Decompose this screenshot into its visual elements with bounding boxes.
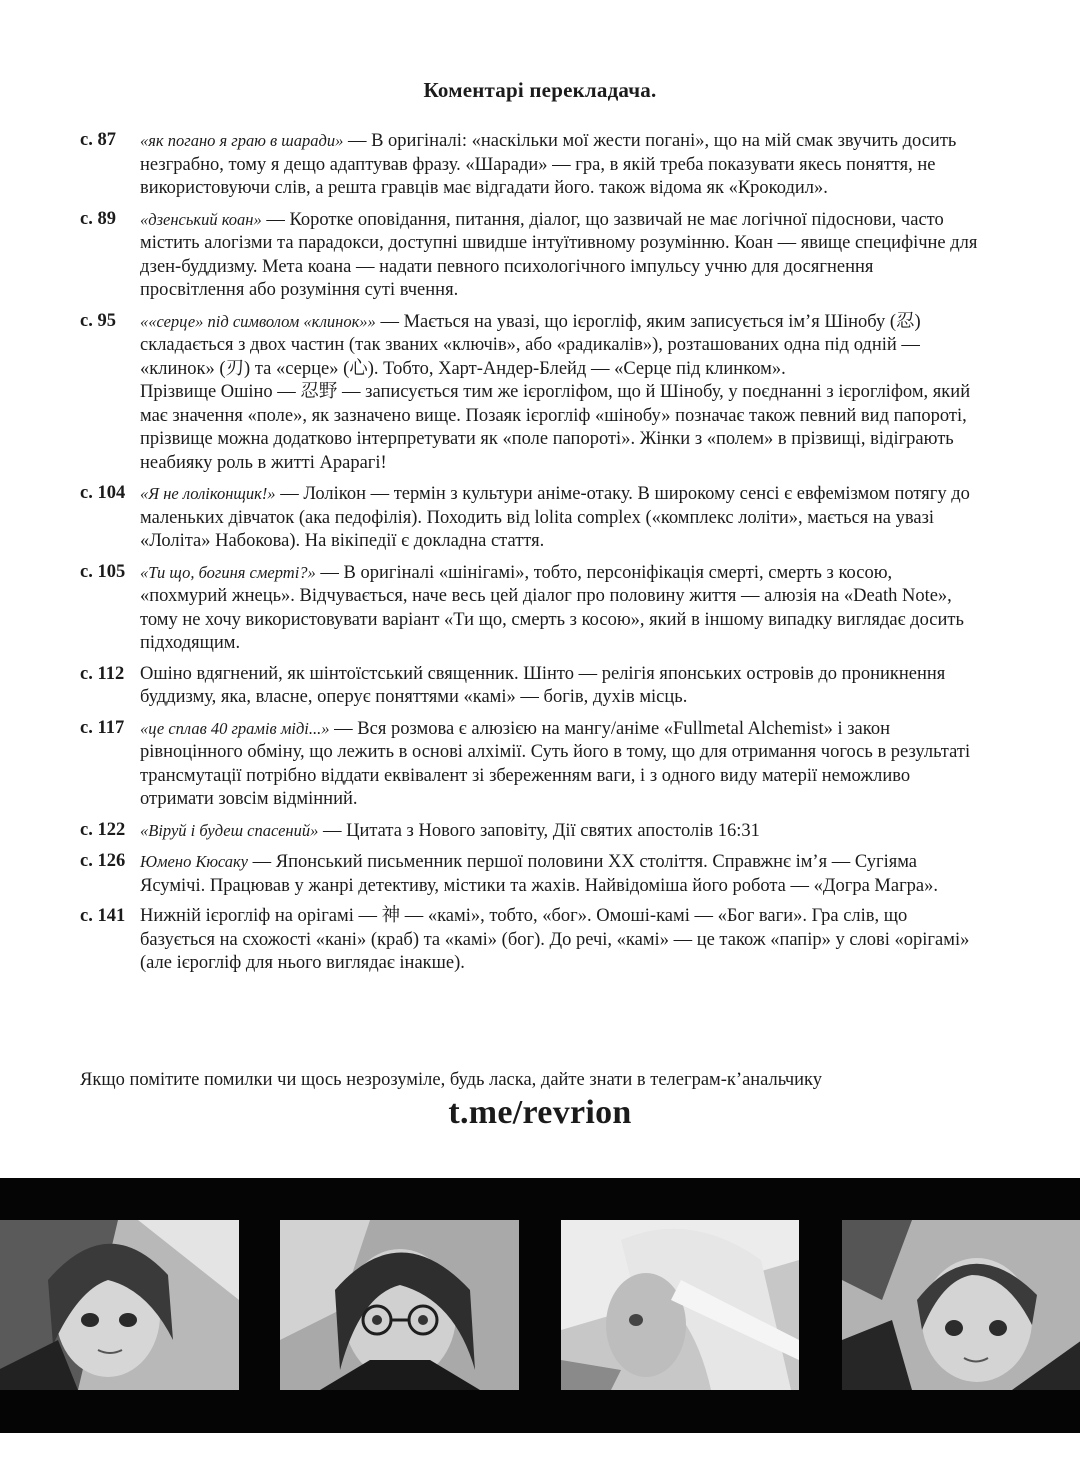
character-portrait-glasses [280,1220,519,1390]
page-reference: с. 95 [80,310,116,331]
portrait-illustration [842,1220,1080,1390]
page-reference: с. 89 [80,208,116,229]
page-reference: с. 122 [80,819,126,840]
note-body [140,208,980,303]
note-body [140,717,980,812]
note-body [140,561,980,656]
telegram-channel-link[interactable]: t.me/revrion [448,1094,632,1131]
note-item [80,819,980,844]
portrait-illustration [0,1220,239,1390]
note-text: — Коротке оповідання, питання, діалог, що зазвичай не має логічної підоснови, часто містить алогізми та парадокси, доступні швидше інтуїтивному розумінню. Коан — явище специфічне для дзен-буддизму. Мета коана — надати певного психологічного імпульсу учню для досягнення просвітлення або розуміння суті вчення. [140,209,978,300]
note-item [80,663,980,710]
note-body [140,905,980,976]
note-body [140,482,980,554]
note-text: — Вся розмова є алюзією на мангу/аніме «Fullmetal Alchemist» і закон рівноцінного обміну, що лежить в основі алхімії. Суть його в тому, що для отримання чогось в результаті трансмутації потрібно віддати еквівалент зі збереженням ваги, і з одного виду матерії неможливо отримати зовсім відмінний. [140,718,971,809]
note-body [140,663,980,710]
note-item [80,129,980,201]
page-reference: с. 104 [80,483,126,503]
note-extra-paragraph: Прізвище Ошіно — 忍野 — записується тим же ієрогліфом, що й Шінобу, у поєднанні з ієрогліфом, який має значення «поле», як зазначено вище. Позаяк ієрогліф «шінобу» позначає також певний вид папороті, прізвище можна додатково інтерпретувати як «поле папороті». Жінки з «полем» в прізвищі, відіграють неабияку роль в житті Арарагі! [140,382,971,473]
note-item [80,717,980,812]
note-item [80,208,980,303]
portrait-illustration [280,1220,519,1390]
page-reference: с. 126 [80,851,126,871]
note-quote: ««серце» під символом «клинок»» [140,311,376,331]
note-body [140,310,980,476]
note-text: — В оригіналі: «наскільки мої жести погані», що на мій смак звучить досить незграбно, тому я дещо адаптував фразу. «Шаради» — гра, в якій треба показувати якесь поняття, не використовуючи слів, а решта гравців має відгадати його. також відома як «Крокодил». [140,131,957,198]
note-quote: Юмено Кюсаку [140,852,249,871]
film-strip [0,1178,1080,1433]
page-reference: с. 117 [80,717,125,738]
character-portrait-white-hair [561,1220,799,1390]
note-item [80,482,980,554]
note-item [80,310,980,476]
note-body [140,819,980,844]
note-body [140,129,980,201]
page-reference: с. 105 [80,561,126,582]
note-quote: «Віруй і будеш спасений» [140,820,319,840]
character-portrait-red-hair [0,1220,239,1390]
page-reference: с. 112 [80,663,125,684]
note-text: — Мається на увазі, що ієрогліф, яким записується ім’я Шінобу (忍) складається з двох частин (так званих «ключів», або «радикалів»), розташованих одна під одній — «клинок» (刃) та «серце» (心). Тобто, Харт-Андер-Блейд — «Серце під клинком». [140,311,921,379]
note-quote: «Я не лоліконщик!» [140,484,276,503]
note-item [80,850,980,898]
note-quote: «Ти що, богиня смерті?» [140,562,316,582]
portrait-illustration [561,1220,799,1390]
note-quote: «це сплав 40 грамів міді...» [140,718,330,738]
note-text: — В оригіналі «шінігамі», тобто, персоніфікація смерті, смерть з косою, «похмурий жнець». Відчувається, наче весь цей діалог про половину життя — алюзія на «Death Note», тому не хочу використовувати варіант «Ти що, смерть з косою», який в іншому випадку виглядає досить підходящим. [140,562,964,653]
character-portrait-short-hair [842,1220,1080,1390]
note-item [80,561,980,656]
note-body [140,850,980,898]
note-quote: «дзенський коан» [140,209,262,229]
page-title: Коментарі перекладача. [423,78,657,102]
page-reference: с. 141 [80,906,126,926]
note-text: — Лолікон — термін з культури аніме-отаку. В широкому сенсі є евфемізмом потягу до маленьких дівчаток (ака педофілія). Походить від lolita complex («комплекс лоліти», мається на увазі «Лоліта» Набокова). На вікіпедії є докладна стаття. [140,484,970,551]
note-text: Нижній ієрогліф на орігамі — 神 — «камі», тобто, «бог». Омоші-камі — «Бог ваги». Гра слів, що базується на схожості «кані» (краб) та «камі» (бог). До речі, «камі» — це також «папір» у слові «орігамі» (але ієрогліф для нього виглядає інакше). [140,906,970,973]
translator-notes-list [80,129,980,983]
note-text: Ошіно вдягнений, як шінтоїстський священник. Шінто — релігія японських островів до проникнення буддизму, яка, власне, оперує поняттями «камі» — богів, духів місць. [140,663,946,707]
note-text: — Цитата з Нового заповіту, Дії святих апостолів 16:31 [318,820,760,841]
page-reference: с. 87 [80,130,116,150]
feedback-note: Якщо помітите помилки чи щось незрозуміле, будь ласка, дайте знати в телеграм-к’анальчику [80,1070,822,1090]
note-text: — Японський письменник першої половини XX століття. Справжнє ім’я — Сугіяма Ясумічі. Працював у жанрі детективу, містики та жахів. Найвідоміша його робота — «Догра Магра». [140,852,939,896]
note-quote: «як погано я граю в шаради» [140,131,344,150]
note-item [80,905,980,976]
